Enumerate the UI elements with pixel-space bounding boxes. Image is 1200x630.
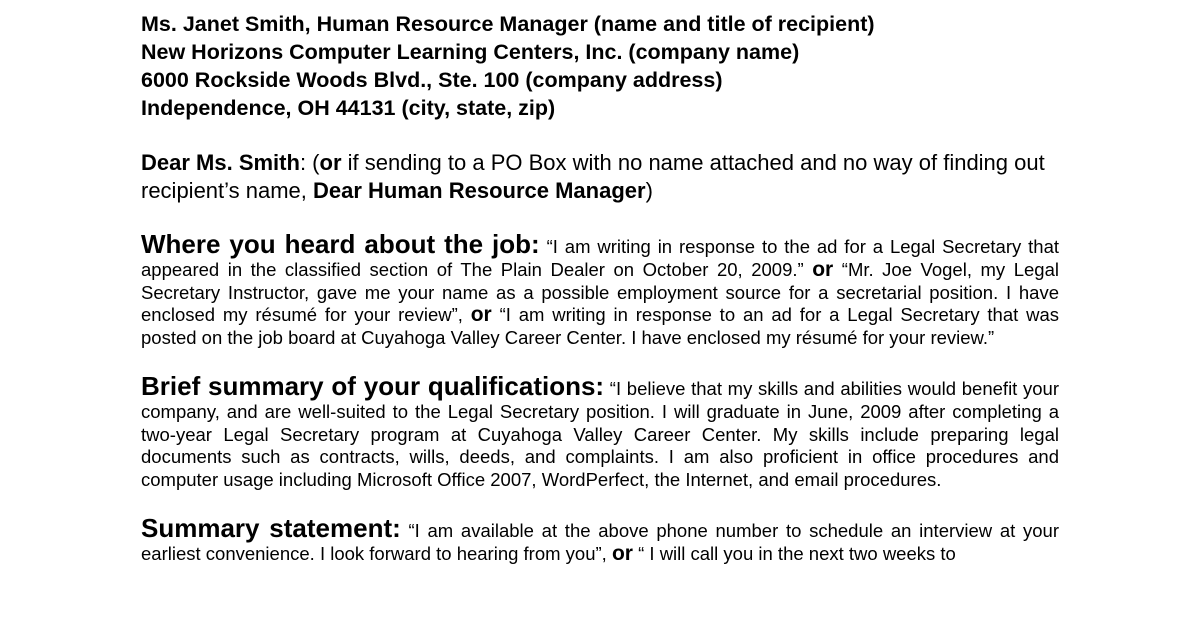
company-name-line: New Horizons Computer Learning Centers, Inc. (company name): [141, 40, 800, 64]
or-keyword: or: [812, 258, 834, 281]
section-summary-statement: [141, 513, 1059, 566]
section-where-heard: [141, 229, 1059, 349]
city-state-zip-line: Independence, OH 44131 (city, state, zip): [141, 96, 556, 120]
or-keyword: or: [611, 542, 633, 565]
salutation-alternative: Dear Human Resource Manager: [313, 178, 646, 203]
section-text: “ I will call you in the next two weeks to: [632, 543, 956, 564]
letter-page: [141, 10, 1059, 566]
recipient-name-line: Ms. Janet Smith, Human Resource Manager (name and title of recipient): [141, 12, 875, 36]
salutation-or: or: [319, 150, 342, 175]
salutation-name: Dear Ms. Smith: [141, 150, 300, 175]
section-heading: Brief summary of your qualifications:: [141, 371, 605, 401]
section-text: “I am available at the above phone number to schedule an interview at your earliest convenience. I look forward to hearing from you”,: [141, 520, 1059, 564]
salutation-colon: : (: [299, 150, 320, 175]
salutation-close: ): [645, 178, 653, 203]
section-qualifications: [141, 371, 1059, 491]
section-heading: Where you heard about the job:: [141, 229, 540, 259]
section-text: “I am writing in response to the ad for a Legal Secretary that appeared in the classified section of The Plain Dealer on October 20, 2009.”: [141, 236, 1059, 280]
company-address-line: 6000 Rockside Woods Blvd., Ste. 100 (company address): [141, 68, 723, 92]
section-text: “I believe that my skills and abilities would benefit your company, and are well-suited to the Legal Secretary position. I will graduate in June, 2009 after completing a two-year Legal Secretary program at Cuyahoga Valley Career Center. My skills include preparing legal documents such as contracts, wills, deeds, and complaints. I am also proficient in office procedures and computer usage including Microsoft Office 2007, WordPerfect, the Internet, and email procedures.: [141, 378, 1059, 490]
section-text: “Mr. Joe Vogel, my Legal Secretary Instructor, gave me your name as a possible employment source for a secretarial position. I have enclosed my résumé for your review”,: [141, 259, 1059, 325]
section-heading: Summary statement:: [141, 513, 401, 543]
section-text: “I am writing in response to an ad for a Legal Secretary that was posted on the job board at Cuyahoga Valley Career Center. I have enclosed my résumé for your review.”: [141, 304, 1059, 348]
salutation-note: if sending to a PO Box with no name attached and no way of finding out recipient’s name,: [141, 150, 1045, 203]
salutation: [141, 149, 1059, 205]
or-keyword: or: [470, 303, 492, 326]
